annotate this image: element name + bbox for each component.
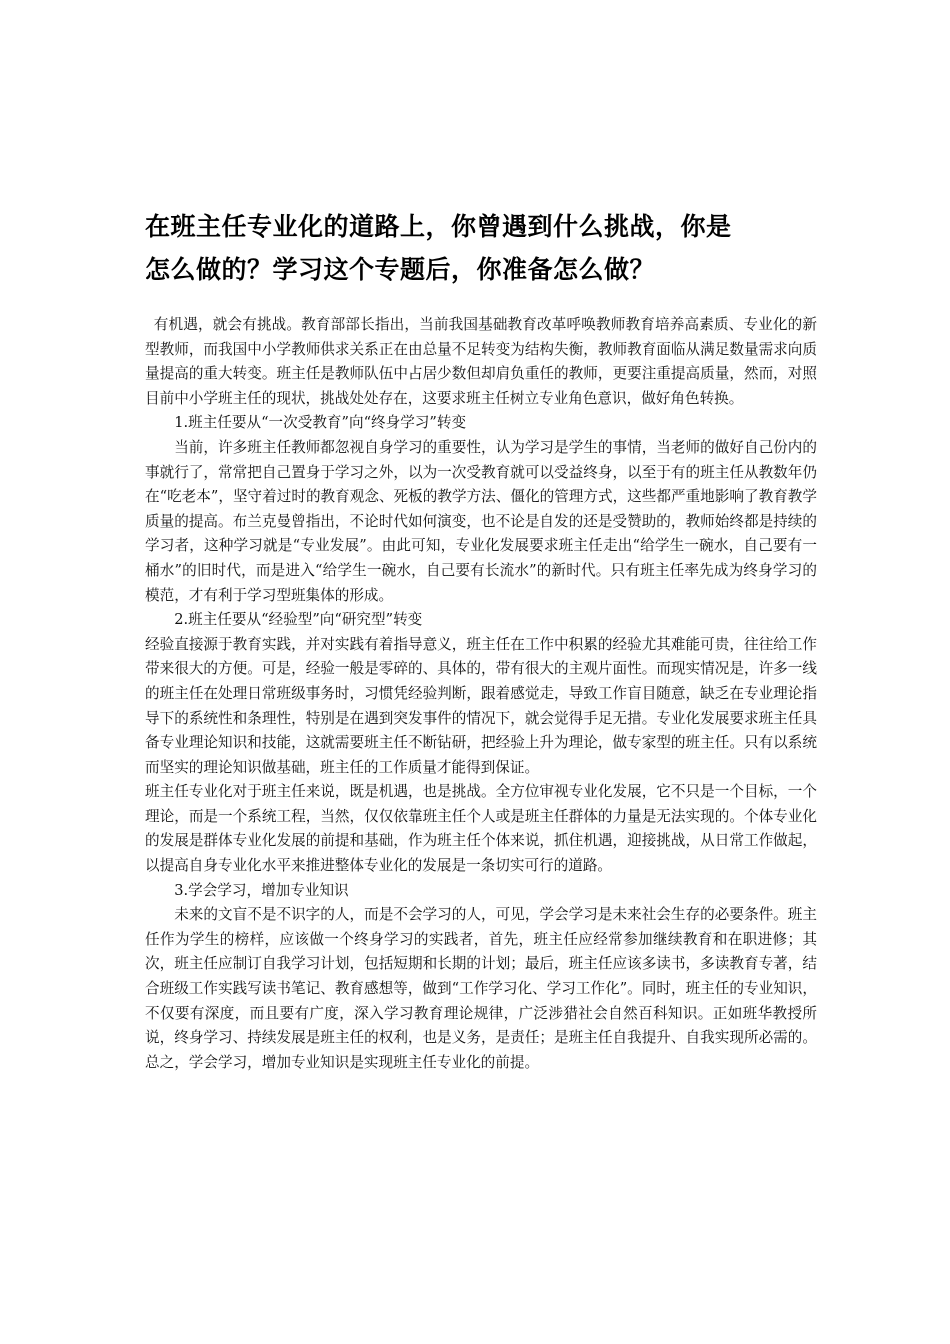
section-3-paragraph: 未来的文盲不是不识字的人，而是不会学习的人，可见，学会学习是未来社会生存的必要条件。班主任作为学生的榜样，应该做一个终身学习的实践者，首先，班主任应经常参加继续教育和在职进修；其次，班主任应制订自我学习计划，包括短期和长期的计划；最后，班主任应该多读书，多读教育专著，结合班级工作实践写读书笔记、教育感想等，做到“工作学习化、学习工作化”。同时，班主任的专业知识，不仅要有深度，而且要有广度，深入学习教育理论规律，广泛涉猎社会自然百科知识。正如班华教授所说，终身学习、持续发展是班主任的权利，也是义务，是责任；是班主任自我提升、自我实现所必需的。总之，学会学习，增加专业知识是实现班主任专业化的前提。 [145,906,817,1071]
document-body [145,313,817,1075]
section-2-paragraph: 经验直接源于教育实践，并对实践有着指导意义，班主任在工作中积累的经验尤其难能可贵，往往给工作带来很大的方便。可是，经验一般是零碎的、具体的，带有很大的主观片面性。而现实情况是，许多一线的班主任在处理日常班级事务时，习惯凭经验判断，跟着感觉走，导致工作盲目随意，缺乏在专业理论指导下的系统性和条理性，特别是在遇到突发事件的情况下，就会觉得手足无措。专业化发展要求班主任具备专业理论知识和技能，这就需要班主任不断钻研，把经验上升为理论，做专家型的班主任。只有以系统而坚实的理论知识做基础，班主任的工作质量才能得到保证。 [145,635,817,776]
document-page [145,205,817,1075]
intro-paragraph: 有机遇，就会有挑战。教育部部长指出，当前我国基础教育改革呼唤教师教育培养高素质、专业化的新型教师，而我国中小学教师供求关系正在由总量不足转变为结构失衡，教师教育面临从满足数量需求向质量提高的重大转变。班主任是教师队伍中占居少数但却肩负重任的教师，更要注重提高质量，然而，对照目前中小学班主任的现状，挑战处处存在，这要求班主任树立专业角色意识，做好角色转换。 [145,316,817,407]
section-3-heading: 3.学会学习，增加专业知识 [174,881,349,899]
title-line-1: 在班主任专业化的道路上，你曾遇到什么挑战，你是 [145,212,732,241]
document-title [145,205,817,291]
title-line-2: 怎么做的？学习这个专题后，你准备怎么做？ [145,255,656,284]
section-2-paragraph-2: 班主任专业化对于班主任来说，既是机遇，也是挑战。全方位审视专业化发展，它不只是一个目标，一个理论，而是一个系统工程，当然，仅仅依靠班主任个人或是班主任群体的力量是无法实现的。个体专业化的发展是群体专业化发展的前提和基础，作为班主任个体来说，抓住机遇，迎接挑战，从日常工作做起，以提高自身专业化水平来推进整体专业化的发展是一条切实可行的道路。 [145,783,817,875]
section-1-heading: 1.班主任要从“一次受教育”向“终身学习”转变 [174,414,467,432]
section-2-heading: 2.班主任要从“经验型”向“研究型”转变 [174,611,423,629]
section-1-paragraph: 当前，许多班主任教师都忽视自身学习的重要性，认为学习是学生的事情，当老师的做好自己份内的事就行了，常常把自己置身于学习之外，以为一次受教育就可以受益终身，以至于有的班主任从教数年仍在“吃老本”，坚守着过时的教育观念、死板的教学方法、僵化的管理方式，这些都严重地影响了教育教学质量的提高。布兰克曼曾指出，不论时代如何演变，也不论是自发的还是受赞助的，教师始终都是持续的学习者，这种学习就是“专业发展”。由此可知，专业化发展要求班主任走出“给学生一碗水，自己要有一桶水”的旧时代，而是进入“给学生一碗水，自己要有长流水”的新时代。只有班主任率先成为终身学习的模范，才有利于学习型班集体的形成。 [145,438,817,604]
